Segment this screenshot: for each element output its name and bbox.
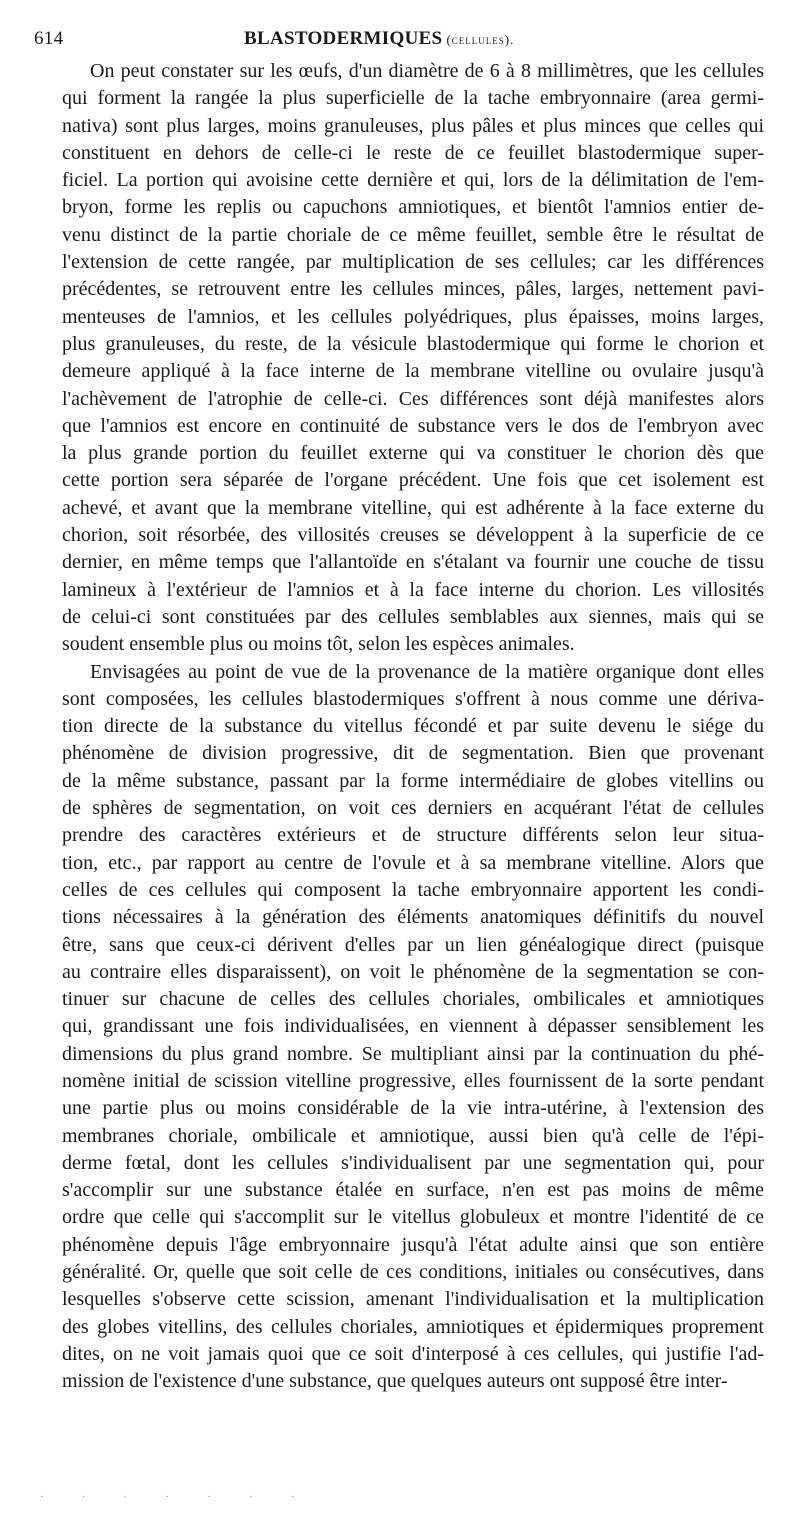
text-line: de sphères de segmentation, on voit ces derniers en acquérant l'état de cellules: [62, 797, 764, 820]
text-line: une partie plus ou moins considérable de la vie intra-utérine, à l'extension des: [62, 1097, 764, 1120]
text-line: achevé, et avant que la membrane vitelline, qui est adhérente à la face externe du: [62, 496, 764, 519]
text-line: plus granuleuses, du reste, de la vésicule blastodermique qui forme le chorion et: [62, 332, 764, 355]
text-line: sont composées, les cellules blastodermiques s'offrent à nous comme une dériva-: [62, 687, 764, 710]
text-line: lesquelles s'observe cette scission, amenant l'individualisation et la multiplication: [62, 1288, 764, 1311]
text-line: celles de ces cellules qui composent la tache embryonnaire apportent les condi-: [62, 878, 764, 901]
text-line: dernier, en même temps que l'allantoïde en s'étalant va fournir une couche de tissu: [62, 551, 764, 574]
text-line: soudent ensemble plus ou moins tôt, selon les espèces animales.: [62, 633, 575, 656]
text-line: bryon, forme les replis ou capuchons amniotiques, et bientôt l'amnios entier de-: [62, 196, 764, 219]
text-line: prendre des caractères extérieurs et de structure différents selon leur situa-: [62, 824, 764, 847]
text-line: cette portion sera séparée de l'organe précédent. Une fois que cet isolement est: [62, 469, 764, 492]
text-line: ficiel. La portion qui avoisine cette dernière et qui, lors de la délimitation de l'em-: [62, 169, 764, 192]
text-line: ordre que celle qui s'accomplit sur le vitellus globuleux et montre l'identité de ce: [62, 1206, 764, 1229]
text-line: l'extension de cette rangée, par multiplication de ses cellules; car les différences: [62, 251, 764, 274]
text-line: dimensions du plus grand nombre. Se multipliant ainsi par la continuation du phé-: [62, 1042, 764, 1065]
text-line: tion, etc., par rapport au centre de l'ovule et à sa membrane vitelline. Alors que: [62, 851, 764, 874]
body-text: [34, 58, 764, 1396]
print-noise-marks: · · · · · · ·: [40, 1492, 313, 1503]
text-line: de celui-ci sont constituées par des cellules semblables aux siennes, mais qui se: [62, 605, 764, 628]
text-line: demeure appliqué à la face interne de la membrane vitelline ou ovulaire jusqu'à: [62, 360, 764, 383]
text-line: venu distinct de la partie choriale de ce même feuillet, semble être le résultat de: [62, 223, 764, 246]
text-line: des globes vitellins, des cellules choriales, amniotiques et épidermiques proprement: [62, 1315, 764, 1338]
text-line: tinuer sur chacune de celles des cellules choriales, ombilicales et amniotiques: [62, 988, 764, 1011]
text-line: dites, on ne voit jamais quoi que ce soit d'interposé à ces cellules, qui justifie l'ad-: [62, 1342, 764, 1365]
text-line: l'achèvement de l'atrophie de celle-ci. Ces différences sont déjà manifestes alors: [62, 387, 764, 410]
paragraph: [34, 58, 764, 659]
text-line: s'accomplir sur une substance étalée en surface, n'en est pas moins de même: [62, 1179, 764, 1202]
text-line: phénomène de division progressive, dit de segmentation. Bien que provenant: [62, 742, 764, 765]
running-title: BLASTODERMIQUES: [244, 28, 443, 49]
text-line: généralité. Or, quelle que soit celle de ces conditions, initiales ou consécutives, dans: [62, 1261, 764, 1284]
text-line: nativa) sont plus larges, moins granuleuses, plus pâles et plus minces que celles qui: [62, 114, 764, 137]
text-line: qui forment la rangée la plus superficielle de la tache embryonnaire (area germi-: [62, 87, 764, 110]
book-page: [34, 28, 764, 1396]
text-line: au contraire elles disparaissent), on voit le phénomène de la segmentation se con-: [62, 960, 764, 983]
text-line: la plus grande portion du feuillet externe qui va constituer le chorion dès que: [62, 442, 764, 465]
paragraph: [34, 659, 764, 1396]
text-line: membranes choriale, ombilicale et amniotique, aussi bien qu'à celle de l'épi-: [62, 1124, 764, 1147]
text-line: Envisagées au point de vue de la provenance de la matière organique dont elles: [90, 660, 764, 683]
text-line: derme fœtal, dont les cellules s'individualisent par une segmentation qui, pour: [62, 1151, 764, 1174]
text-line: tion directe de la substance du vitellus fécondé et par suite devenu le siége du: [62, 715, 764, 738]
text-line: de la même substance, passant par la forme intermédiaire de globes vitellins ou: [62, 769, 764, 792]
text-line: être, sans que ceux-ci dérivent d'elles par un lien généalogique direct (puisque: [62, 933, 764, 956]
text-line: nomène initial de scission vitelline progressive, elles fournissent de la sorte pendant: [62, 1069, 764, 1092]
text-line: précédentes, se retrouvent entre les cellules minces, pâles, larges, nettement pavi-: [62, 278, 764, 301]
running-subtitle: (cellules).: [446, 32, 515, 47]
page-number: 614: [34, 28, 64, 49]
text-line: tions nécessaires à la génération des éléments anatomiques définitifs du nouvel: [62, 906, 764, 929]
text-line: que l'amnios est encore en continuité de substance vers le dos de l'embryon avec: [62, 414, 764, 437]
running-header: [34, 28, 764, 58]
text-line: menteuses de l'amnios, et les cellules polyédriques, plus épaisses, moins larges,: [62, 305, 764, 328]
text-line: lamineux à l'extérieur de l'amnios et à la face interne du chorion. Les villosités: [62, 578, 764, 601]
text-line: constituent en dehors de celle-ci le reste de ce feuillet blastodermique super-: [62, 141, 764, 164]
text-line: phénomène depuis l'âge embryonnaire jusqu'à l'état adulte ainsi que son entière: [62, 1233, 764, 1256]
text-line: chorion, soit résorbée, des villosités creuses se développent à la superficie de ce: [62, 524, 764, 547]
text-line: mission de l'existence d'une substance, que quelques auteurs ont supposé être inter-: [62, 1370, 728, 1393]
text-line: On peut constater sur les œufs, d'un diamètre de 6 à 8 millimètres, que les cellules: [90, 60, 764, 82]
text-line: qui, grandissant une fois individualisées, en viennent à dépasser sensiblement les: [62, 1015, 764, 1038]
